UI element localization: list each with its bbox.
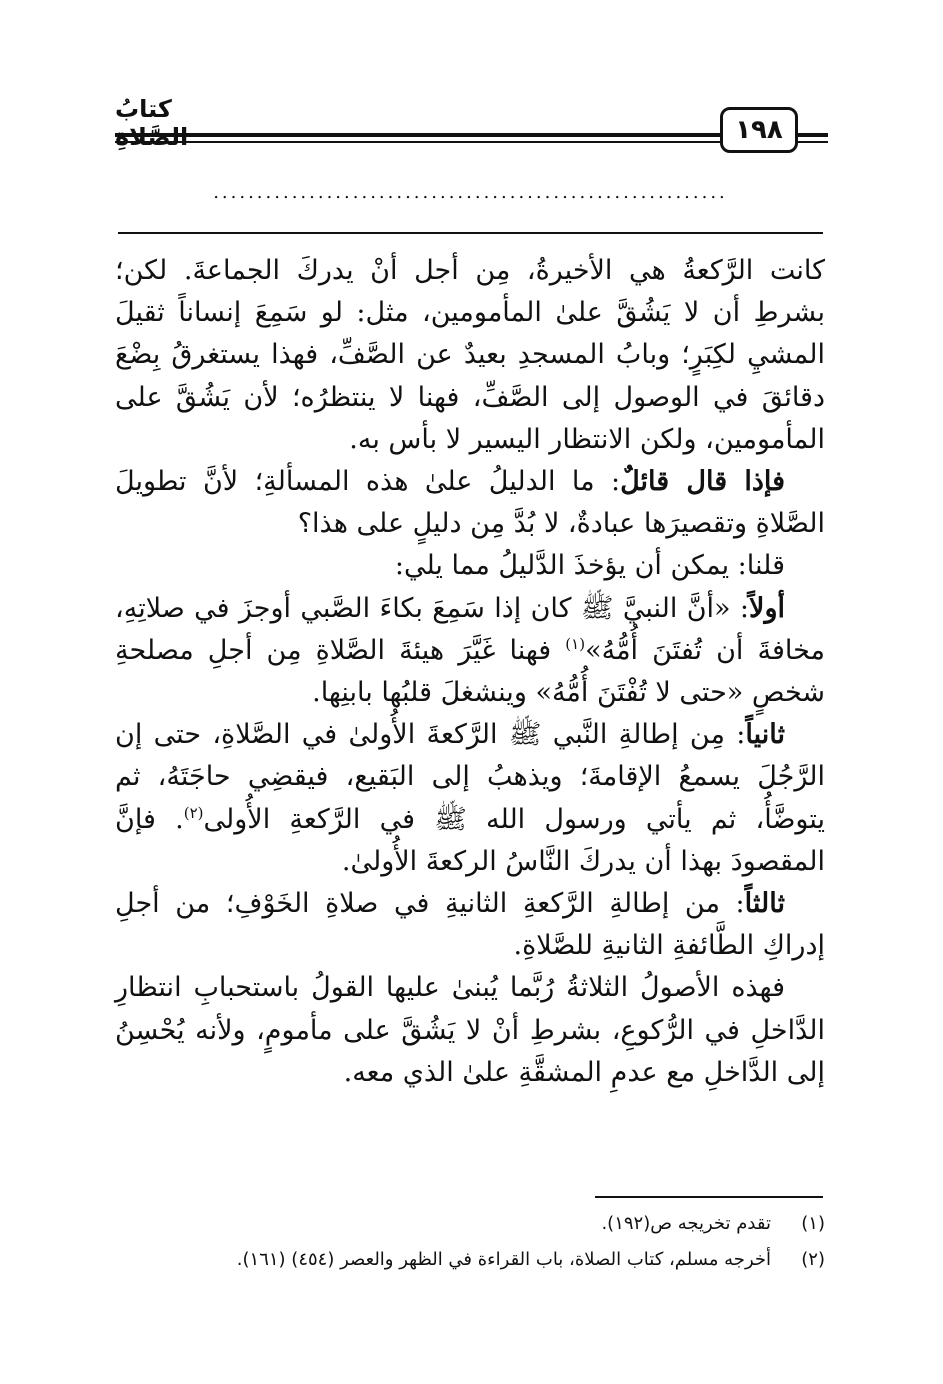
- footnote-number: (٢): [801, 1249, 825, 1270]
- footnote-rule: [595, 1196, 823, 1198]
- paragraph-2-text: : ما الدليلُ علىٰ هذه المسألةِ؛ لأنَّ تطويلَ الصَّلاةِ وتقصيرَها عبادةٌ، لا بُدَّ مِن دليلٍ على هذا؟: [115, 466, 825, 540]
- footnote-1: [115, 1206, 825, 1242]
- paragraph-5: [115, 714, 825, 883]
- paragraph-3: قلنا: يمكن أن يؤخذَ الدَّليلُ مما يلي:: [394, 550, 785, 582]
- footnote-2: [115, 1242, 825, 1278]
- paragraph-5-lead: ثانياً: [745, 719, 785, 751]
- paragraph-6-text: : من إطالةِ الرَّكعةِ الثانيةِ في صلاةِ الخَوْفِ؛ من أجلِ إدراكِ الطَّائفةِ الثانيةِ للصَّلاةِ.: [115, 888, 825, 962]
- paragraph-4-text-a: : «أنَّ النبيَّ ﷺ كان إذا سَمِعَ بكاءَ الصَّبي أوجزَ في صلاتِهِ، مخافةَ أن تُفتَنَ أُمُّهُ»: [115, 592, 826, 666]
- paragraph-6: [115, 883, 825, 967]
- dotted-separator: ...........................................................: [213, 182, 728, 203]
- page-header: [115, 95, 828, 155]
- footnotes: [115, 1206, 825, 1278]
- footnote-text: تقدم تخريجه ص(١٩٢).: [601, 1213, 771, 1234]
- paragraph-4: [115, 588, 825, 715]
- paragraph-6-lead: ثالثاً: [744, 888, 785, 920]
- paragraph-2-lead: فإذا قال قائلٌ: [620, 466, 785, 498]
- paragraph-7: فهذه الأصولُ الثلاثةُ رُبَّما يُبنىٰ عليها القولُ باستحبابِ انتظارِ الدَّاخلِ في الرُّكوعِ، بشرطِ أنْ لا يَشُقَّ على مأمومٍ، ولأنه يُحْسِنُ إلى الدَّاخلِ مع عدمِ المشقَّةِ علىٰ الذي معه.: [115, 972, 825, 1088]
- footnote-ref-2: (٢): [183, 803, 204, 822]
- page-number: ١٩٨: [720, 107, 798, 153]
- footnote-ref-1: (١): [565, 634, 586, 653]
- paragraph-5-text-a: : مِن إطالةِ النَّبي ﷺ الرَّكعةَ الأُولىٰ في الصَّلاةِ، حتى إن الرَّجُلَ يسمعُ الإقامةَ؛ ويذهبُ إلى البَقيع، فيقضِي حاجَتَهُ، ثم يتوضَّأُ، ثم يأتي ورسول الله ﷺ في الرَّكعةِ الأُولى: [115, 719, 825, 835]
- top-rule: [118, 232, 823, 234]
- paragraph-5-text-b: . فإنَّ المقصودَ بهذا أن يدركَ النَّاسُ الركعةَ الأُولىٰ.: [115, 803, 825, 877]
- footnote-number: (١): [801, 1213, 825, 1234]
- paragraph-4-text-b: فهنا غَيَّرَ هيئةَ الصَّلاةِ مِن أجلِ مصلحةِ شخصٍ «حتى لا تُفْتَنَ أُمُّهُ» وينشغلَ قلبُها بابنِها.: [115, 634, 825, 709]
- main-text: [115, 250, 825, 1094]
- paragraph-4-lead: أولاً: [749, 592, 785, 624]
- book-title: كتابُ الصَّلاةِ: [115, 95, 189, 151]
- paragraph-2: [115, 461, 825, 545]
- footnote-text: أخرجه مسلم، كتاب الصلاة، باب القراءة في الظهر والعصر (٤٥٤) (١٦١).: [236, 1249, 771, 1270]
- paragraph-1: كانت الرَّكعةُ هي الأخيرةُ، مِن أجل أنْ يدركَ الجماعةَ. لكن؛ بشرطِ أن لا يَشُقَّ علىٰ المأمومين، مثل: لو سَمِعَ إنساناً ثقيلَ المشيِ لكِبَرٍ؛ وبابُ المسجدِ بعيدٌ عن الصَّفِّ، فهذا يستغرقُ بِضْعَ دقائقَ في الوصول إلى الصَّفِّ، فهنا لا ينتظرُه؛ لأن يَشُقَّ على المأمومين، ولكن الانتظار اليسير لا بأس به.: [115, 255, 825, 455]
